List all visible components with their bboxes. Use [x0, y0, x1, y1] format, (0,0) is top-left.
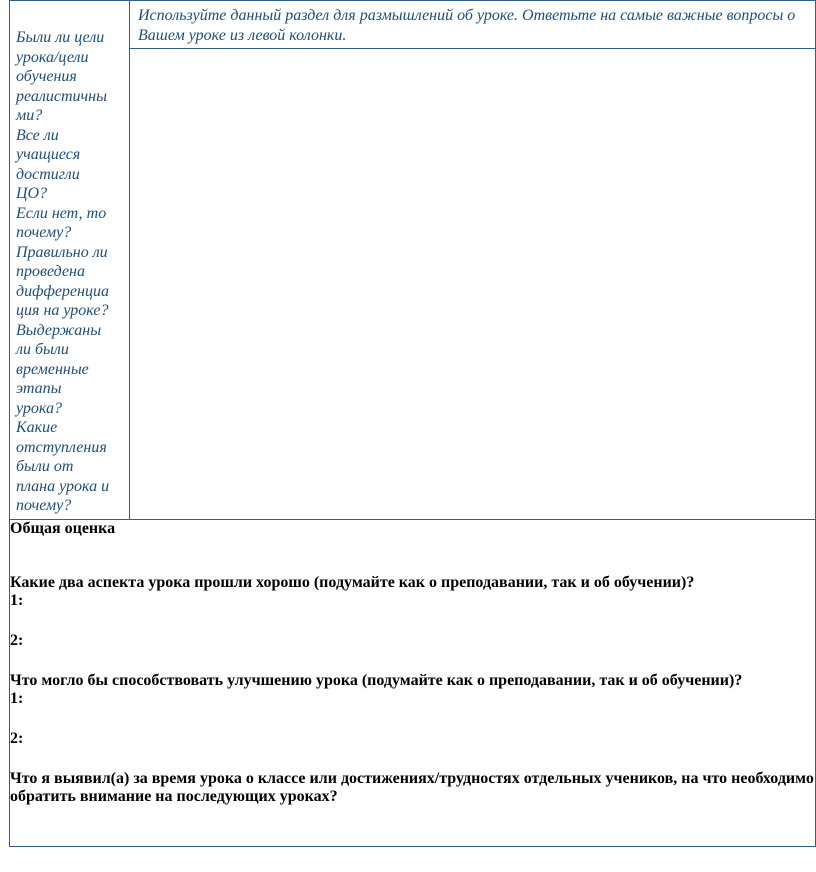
instruction-text: Используйте данный раздел для размышлений об уроке. Ответьте на самые важные вопросы о Вашем уроке из левой колонки. [130, 1, 815, 49]
reflection-answer-area[interactable] [130, 49, 815, 519]
reflection-row [10, 1, 816, 520]
reflection-table [9, 0, 816, 847]
reflection-questions [10, 1, 129, 516]
answer-label-1: 1: [10, 690, 24, 707]
question-line: реалистичны [16, 87, 107, 105]
summary-cell [10, 520, 816, 847]
reflection-cell [130, 1, 816, 520]
question-line: почему? [16, 497, 72, 514]
summary-row [10, 520, 816, 847]
question-line: этапы [16, 380, 62, 397]
question-line: Правильно ли [16, 243, 108, 261]
question-improve: Что могло бы способствовать улучшению урока (подумайте как о преподавании, так и об обучении)? [10, 672, 743, 689]
questions-cell [10, 1, 130, 520]
question-line: обучения [16, 68, 77, 85]
question-line: почему? [16, 224, 72, 241]
question-line: Все ли [16, 126, 59, 144]
question-line: проведена [16, 263, 85, 280]
question-line: временные [16, 360, 89, 378]
answer-label-2: 2: [10, 632, 24, 649]
question-line: ция на уроке? [16, 302, 109, 319]
question-line: урока/цели [16, 48, 89, 66]
question-line: учащиеся [16, 146, 81, 163]
question-line: Выдержаны [16, 321, 102, 339]
summary-heading: Общая оценка [10, 520, 116, 537]
question-line: Были ли цели [16, 29, 105, 46]
question-line: урока? [16, 399, 62, 417]
answer-label-1: 1: [10, 592, 24, 609]
question-line: достигли [16, 165, 80, 183]
question-line: ли были [16, 341, 69, 358]
question-went-well: Какие два аспекта урока прошли хорошо (подумайте как о преподавании, так и об обучении)? [10, 574, 695, 591]
question-line: ЦО? [16, 185, 48, 202]
answer-label-2: 2: [10, 730, 24, 747]
question-class-findings: Что я выявил(а) за время урока о классе или достижениях/трудностях отдельных учеников, на что необходимо обратить внимание на последующих уроках? [10, 770, 814, 805]
question-line: были от [16, 458, 74, 475]
question-line: плана урока и [16, 477, 110, 495]
question-line: ми? [16, 107, 43, 124]
question-line: Если нет, то [16, 204, 107, 222]
question-line: дифференциа [16, 282, 109, 300]
reflection-page [9, 0, 816, 850]
question-line: Какие [16, 419, 58, 436]
question-line: отступления [16, 438, 107, 456]
